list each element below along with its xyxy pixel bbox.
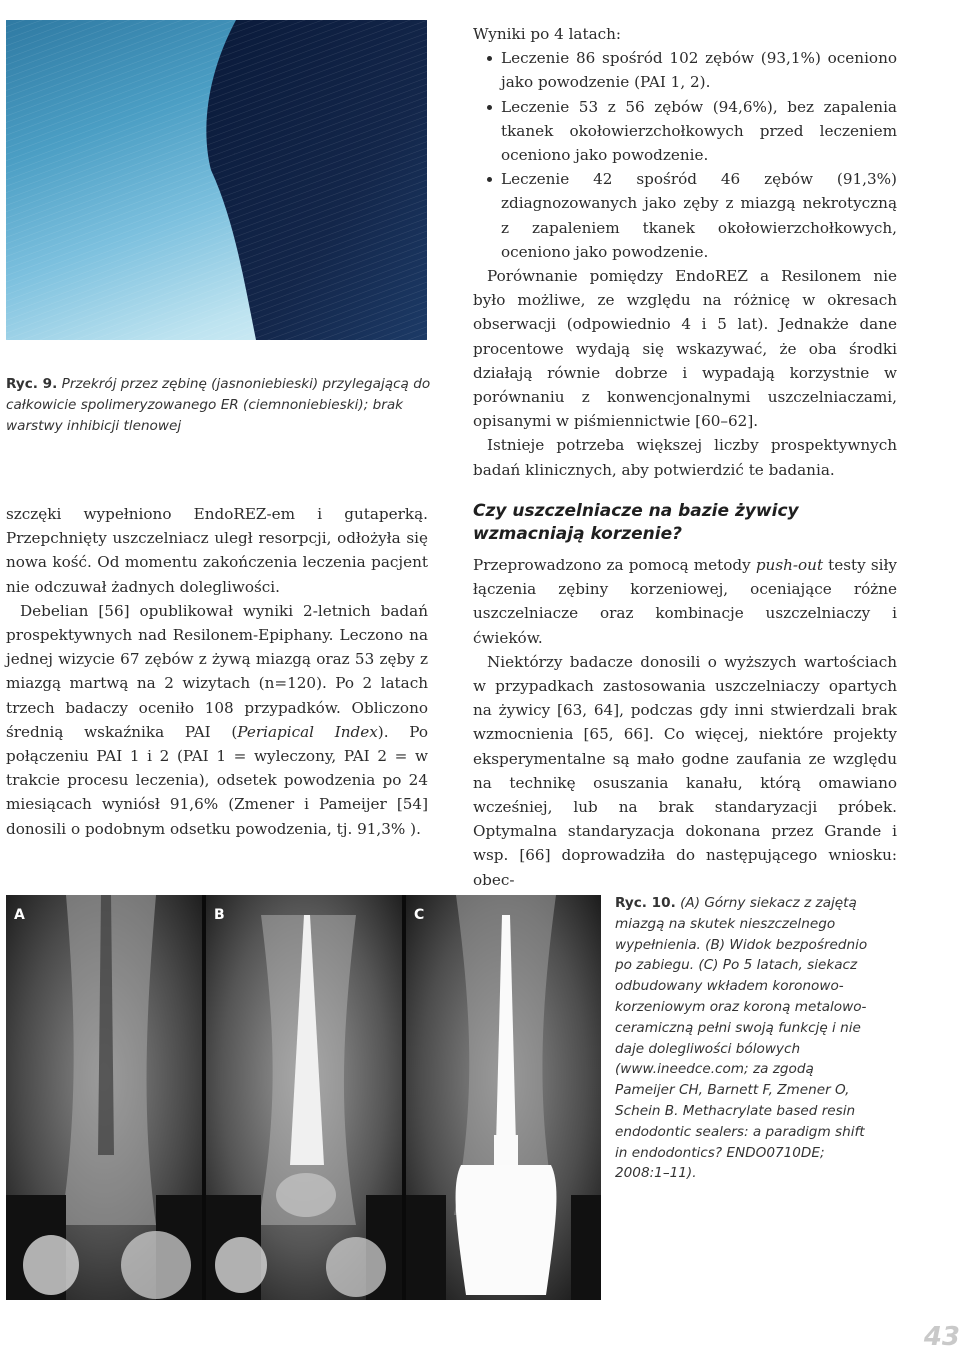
bullet-icon: [487, 56, 492, 61]
page-number: 43: [923, 1322, 960, 1352]
left-paragraph-2: [6, 599, 428, 841]
pushout-emphasis: push-out: [755, 556, 824, 574]
left-column: [6, 502, 428, 841]
left-paragraph-2-emphasis: Periapical Index: [237, 722, 378, 741]
panel-label-c: C: [414, 907, 425, 923]
results-item-text: Leczenie 42 spośród 46 zębów (91,3%) zdiagnozowanych jako zęby z miazgą nekrotyczną z zapaleniem tkanek okołowierzchołkowych, oceniono jako powodzenie.: [501, 170, 897, 261]
figure-10-caption: [615, 893, 877, 1184]
left-paragraph-2-part-a: Debelian [56] opublikował wyniki 2-letnich badań prospektywnych nad Resilonem-Epiphany. Leczono na jednej wizycie 67 zębów z żywą miazgą oraz 53 zęby z miazgą martwą na 2 wizytach (n=120). Po 2 latach trzech badaczy oceniło 108 przypadków. Obliczono średnią wskaźnika PAI (: [6, 601, 428, 741]
left-paragraph-2-part-b: ). Po połączeniu PAI 1 i 2 (PAI 1 = wyleczony, PAI 2 = w trakcie procesu leczenia), odsetek powodzenia po 24 miesiącach wyniósł 91,6% (Zmener i Pameijer [54] donosili o podobnym odsetku powodzenia, tj. 91,3% ).: [6, 722, 429, 838]
pushout-part-b: testy siły łączenia zębiny korzeniowej, oceniające różne uszczelniacze oraz kombinacje uszczelniaczy i ćwieków.: [473, 556, 897, 647]
xray-image-c: [406, 895, 601, 1300]
results-item-text: Leczenie 86 spośród 102 zębów (93,1%) oceniono jako powodzenie (PAI 1, 2).: [501, 49, 897, 92]
results-list: [473, 46, 897, 264]
right-paragraph-pushout: [473, 553, 897, 650]
micrograph-figure-9: [6, 20, 427, 340]
sealer-region: [6, 20, 427, 340]
left-paragraph-1: szczęki wypełniono EndoREZ-em i gutaperką. Przepchnięty uszczelniacz uległ resorpcji, odłożyła się nowa kość. Od momentu zakończenia leczenia pacjent nie odczuwał żadnych dolegliwości.: [6, 505, 428, 596]
bullet-icon: [487, 105, 492, 110]
figure-9-caption: [6, 374, 434, 437]
xray-panel-b: [206, 895, 402, 1300]
xray-figure-10: [6, 895, 601, 1300]
right-paragraph-need: Istnieje potrzeba większej liczby prospektywnych badań klinicznych, aby potwierdzić te badania.: [473, 436, 897, 479]
figure-9-caption-text: Przekrój przez zębinę (jasnoniebieski) przylegającą do całkowicie spolimeryzowanego ER (ciemnoniebieski); brak warstwy inhibicji tlenowej: [6, 376, 431, 434]
figure-9-label: Ryc. 9.: [6, 376, 58, 392]
right-column-top: [473, 22, 897, 482]
xray-image-a: [6, 895, 202, 1300]
right-paragraph-researchers: Niektórzy badacze donosili o wyższych wartościach w przypadkach zastosowania uszczelniaczy opartych na żywicy [63, 64], podczas gdy inni stwierdzali brak wzmocnienia [65, 66]. Co więcej, niektóre projekty eksperymentalne są mało godne zaufania ze względu na technikę osuszania kanału, którą omawiano wcześniej, lub na brak standaryzacji próbek. Optymalna standaryzacja dokonana przez Grande i wsp. [66] doprowadziła do następującego wniosku: obec-: [473, 652, 897, 889]
figure-10-caption-text: (A) Górny siekacz z zajętą miazgą na skutek nieszczelnego wypełnienia. (B) Widok bezpośrednio po zabiegu. (C) Po 5 latach, siekacz odbudowany wkładem koronowo-korzeniowym oraz koroną metalowo-ceramiczną pełni swoją funkcję i nie daje dolegliwości bólowych (www.ineedce.com; za zgodą Pameijer CH, Barnett F, Zmener O, Schein B. Methacrylate based resin endodontic sealers: a paradigm shift in endodontics? ENDO0710DE; 2008:1–11).: [615, 895, 868, 1182]
section-heading: Czy uszczelniacze na bazie żywicy wzmacniają korzenie?: [473, 501, 799, 544]
right-paragraph-comparison: Porównanie pomiędzy EndoREZ a Resilonem nie było możliwe, ze względu na różnicę w okresach obserwacji (odpowiednio 4 i 5 lat). Jednakże dane procentowe wydają się wskazywać, że oba środki działają równie dobrze i wypadają korzystnie w porównaniu z konwencjonalnymi uszczelniaczami, opisanymi w piśmiennictwie [60–62].: [473, 267, 897, 431]
results-list-item: [473, 46, 897, 94]
xray-image-b: [206, 895, 402, 1300]
bullet-icon: [487, 177, 492, 182]
xray-panel-c: [406, 895, 601, 1300]
results-list-item: [473, 167, 897, 264]
results-item-text: Leczenie 53 z 56 zębów (94,6%), bez zapalenia tkanek okołowierzchołkowych przed leczeniem oceniono jako powodzenie.: [501, 97, 897, 165]
results-intro: Wyniki po 4 latach:: [473, 25, 622, 43]
xray-panel-a: [6, 895, 202, 1300]
figure-10-label: Ryc. 10.: [615, 895, 676, 911]
panel-label-b: B: [214, 907, 225, 923]
right-column-bottom: [473, 553, 897, 892]
pushout-part-a: Przeprowadzono za pomocą metody: [473, 556, 756, 574]
results-list-item: [473, 95, 897, 168]
panel-label-a: A: [14, 907, 25, 923]
